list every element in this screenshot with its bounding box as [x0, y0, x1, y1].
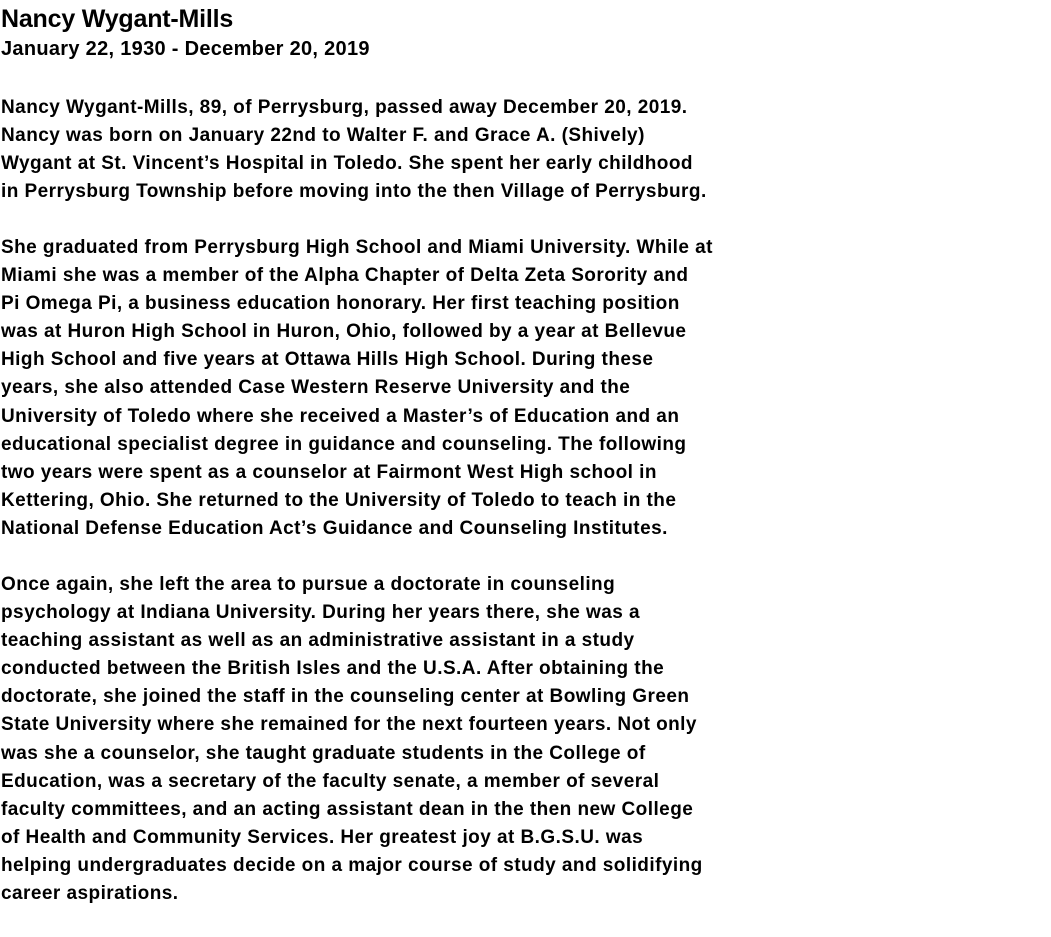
paragraph-doctorate-bgsu — [1, 571, 703, 908]
paragraph-line: career aspirations. — [1, 883, 179, 905]
paragraph-line: was she a counselor, she taught graduate students in the College of — [1, 742, 646, 764]
paragraph-line: University of Toledo where she received a Master’s of Education and an — [1, 405, 680, 427]
paragraph-birth-childhood — [1, 94, 707, 206]
obituary-name-heading: Nancy Wygant-Mills — [1, 5, 234, 33]
paragraph-line: two years were spent as a counselor at Fairmont West High school in — [1, 461, 657, 483]
paragraph-line: psychology at Indiana University. During her years there, she was a — [1, 602, 641, 624]
paragraph-line: Nancy Wygant-Mills, 89, of Perrysburg, passed away December 20, 2019. — [1, 97, 688, 118]
paragraph-line: Education, was a secretary of the faculty senate, a member of several — [1, 770, 660, 792]
paragraph-line: National Defense Education Act’s Guidance and Counseling Institutes. — [1, 517, 668, 539]
obituary-document — [1, 0, 1041, 905]
paragraph-line: State University where she remained for the next fourteen years. Not only — [1, 714, 697, 736]
paragraph-line: Pi Omega Pi, a business education honorary. Her first teaching position — [1, 293, 680, 315]
paragraph-line: faculty committees, and an acting assistant dean in the then new College — [1, 798, 694, 820]
paragraph-line: teaching assistant as well as an administrative assistant in a study — [1, 630, 635, 652]
paragraph-line: helping undergraduates decide on a major course of study and solidifying — [1, 854, 703, 876]
paragraph-line: in Perrysburg Township before moving into the then Village of Perrysburg. — [1, 181, 707, 203]
paragraph-line: Miami she was a member of the Alpha Chapter of Delta Zeta Sorority and — [1, 265, 689, 287]
paragraph-line: High School and five years at Ottawa Hills High School. During these — [1, 349, 654, 371]
life-dates: January 22, 1930 - December 20, 2019 — [1, 38, 370, 60]
paragraph-line: She graduated from Perrysburg High School and Miami University. While at — [1, 237, 713, 258]
paragraph-line: of Health and Community Services. Her greatest joy at B.G.S.U. was — [1, 826, 644, 848]
paragraph-line: Wygant at St. Vincent’s Hospital in Toledo. She spent her early childhood — [1, 153, 693, 175]
paragraph-education-career — [1, 234, 713, 543]
paragraph-line: doctorate, she joined the staff in the counseling center at Bowling Green — [1, 686, 690, 708]
paragraph-line: educational specialist degree in guidance and counseling. The following — [1, 433, 687, 455]
paragraph-line: Nancy was born on January 22nd to Walter F. and Grace A. (Shively) — [1, 125, 645, 147]
paragraph-line: was at Huron High School in Huron, Ohio, followed by a year at Bellevue — [1, 321, 687, 343]
paragraph-line: Kettering, Ohio. She returned to the University of Toledo to teach in the — [1, 489, 677, 511]
paragraph-line: conducted between the British Isles and the U.S.A. After obtaining the — [1, 658, 665, 680]
paragraph-line: years, she also attended Case Western Reserve University and the — [1, 377, 631, 399]
paragraph-line: Once again, she left the area to pursue a doctorate in counseling — [1, 574, 616, 595]
